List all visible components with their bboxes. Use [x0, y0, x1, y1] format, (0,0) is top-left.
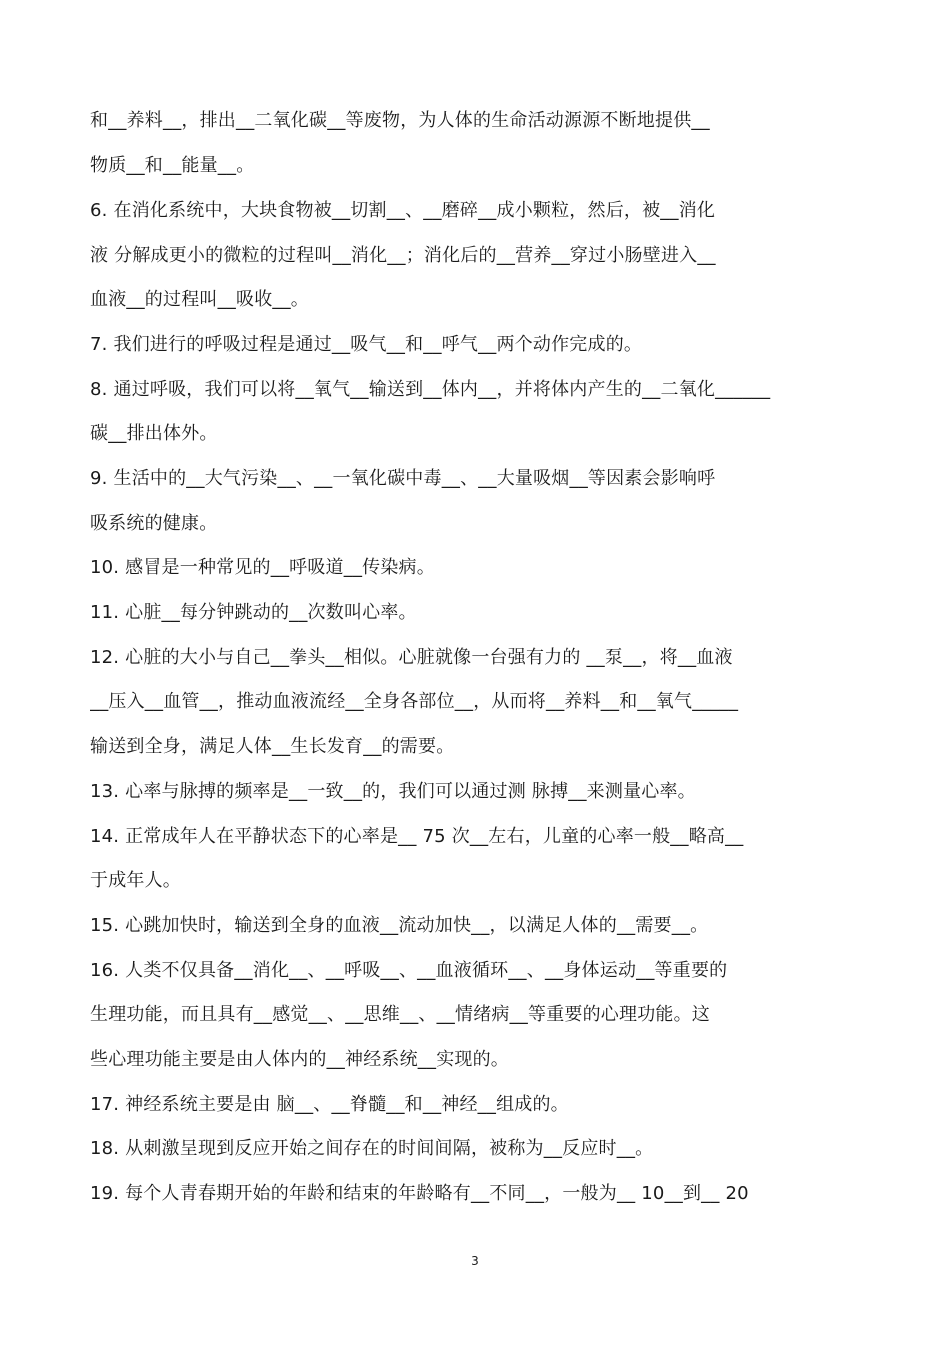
page-number: 3 [471, 1254, 479, 1268]
text-line: 12. 心脏的大小与自己__拳头__相似。心脏就像一台强有力的 __泵__，将__血液 [90, 647, 733, 668]
text-line: 和__养料__，排出__二氧化碳__等废物，为人体的生命活动源源不断地提供__ [90, 110, 710, 131]
text-line: 14. 正常成年人在平静状态下的心率是__ 75 次__左右，儿童的心率一般__略高__ [90, 826, 744, 847]
text-line: __压入__血管__，推动血液流经__全身各部位__，从而将__养料__和__氧气_____ [90, 691, 739, 712]
text-line: 7. 我们进行的呼吸过程是通过__吸气__和__呼气__两个动作完成的。 [90, 334, 643, 355]
text-line: 13. 心率与脉搏的频率是__一致__的，我们可以通过测 脉搏__来测量心率。 [90, 781, 696, 802]
text-line: 8. 通过呼吸，我们可以将__氧气__输送到__体内__，并将体内产生的__二氧化______ [90, 379, 771, 400]
text-line: 吸系统的健康。 [90, 513, 218, 534]
text-line: 15. 心跳加快时，输送到全身的血液__流动加快__，以满足人体的__需要__。 [90, 915, 709, 936]
text-line: 19. 每个人青春期开始的年龄和结束的年龄略有__不同__，一般为__ 10__到__ 20 [90, 1183, 749, 1204]
text-line: 6. 在消化系统中，大块食物被__切割__、__磨碎__成小颗粒，然后，被__消化 [90, 200, 716, 221]
text-line: 生理功能，而且具有__感觉__、__思维__、__情绪病__等重要的心理功能。这 [90, 1004, 710, 1025]
text-line: 18. 从刺激呈现到反应开始之间存在的时间间隔，被称为__反应时__。 [90, 1138, 654, 1159]
text-line: 10. 感冒是一种常见的__呼吸道__传染病。 [90, 557, 435, 578]
text-line: 输送到全身，满足人体__生长发育__的需要。 [90, 736, 455, 757]
text-line: 些心理功能主要是由人体内的__神经系统__实现的。 [90, 1049, 509, 1070]
text-line: 11. 心脏__每分钟跳动的__次数叫心率。 [90, 602, 417, 623]
text-line: 碳__排出体外。 [90, 423, 218, 444]
text-line: 物质__和__能量__。 [90, 155, 255, 176]
text-line: 血液__的过程叫__吸收__。 [90, 289, 309, 310]
text-line: 16. 人类不仅具备__消化__、__呼吸__、__血液循环__、__身体运动__等重要的 [90, 960, 728, 981]
text-line: 液 分解成更小的微粒的过程叫__消化__；消化后的__营养__穿过小肠壁进入__ [90, 245, 716, 266]
text-line: 9. 生活中的__大气污染__、__一氧化碳中毒__、__大量吸烟__等因素会影响呼 [90, 468, 716, 489]
text-line: 于成年人。 [90, 870, 181, 891]
text-line: 17. 神经系统主要是由 脑__、__脊髓__和__神经__组成的。 [90, 1094, 569, 1115]
